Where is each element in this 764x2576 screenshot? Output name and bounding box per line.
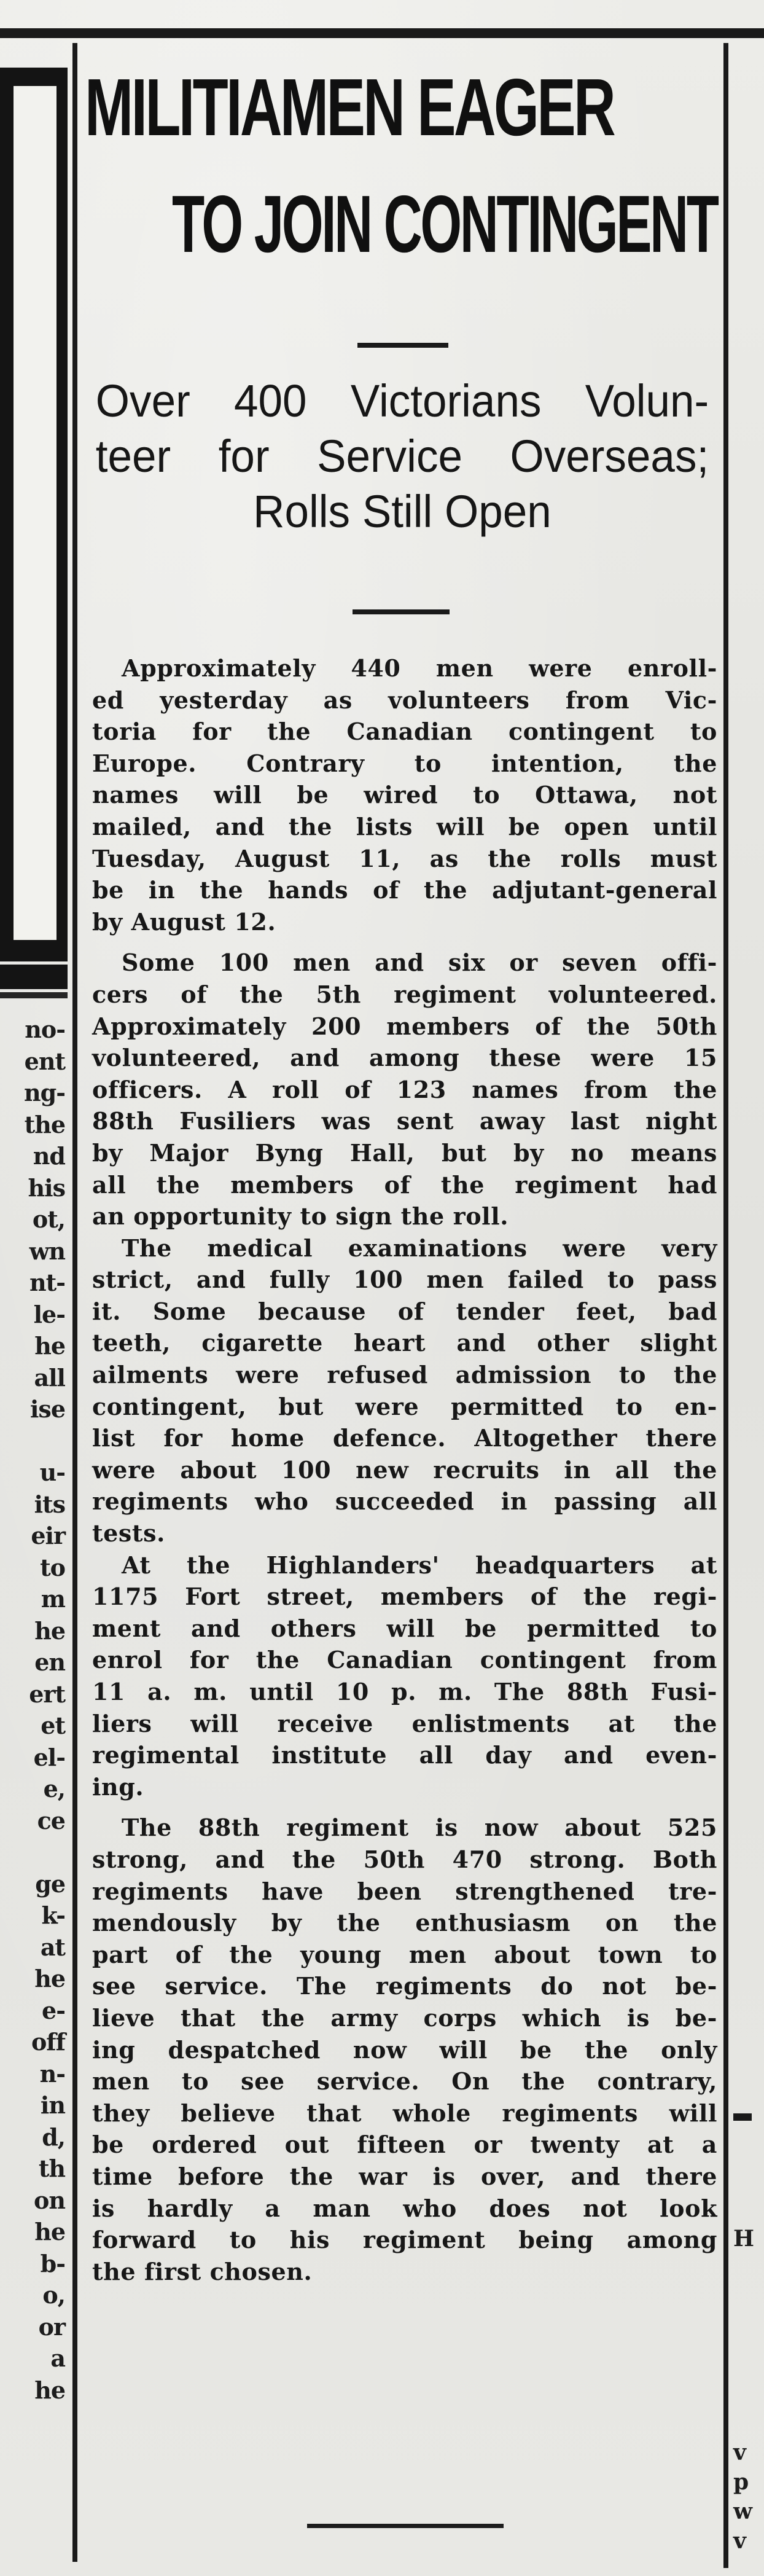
article-end-rule <box>307 2524 504 2528</box>
adjacent-ad-bottom-rule <box>0 992 68 998</box>
fragment-line: he <box>34 2376 65 2404</box>
subheadline-line: Over 400 Victorians Volun- <box>95 375 709 426</box>
paragraph-gap <box>92 1803 717 1812</box>
fragment-line: off <box>31 2028 65 2056</box>
fragment-line: n- <box>39 2059 65 2088</box>
article-line: officers. A roll of 123 names from the <box>92 1075 717 1103</box>
fragment-gap <box>0 1836 69 1868</box>
headline-line-1: MILITIAMEN EAGER <box>85 62 614 152</box>
headline-line-2: TO JOIN CONTINGENT <box>172 179 717 269</box>
article-line: part of the young men about town to <box>92 1940 717 1968</box>
article-line: enrol for the Canadian contingent from <box>92 1646 717 1674</box>
article-line: 1175 Fort street, members of the regi- <box>92 1583 717 1611</box>
article-line: men to see service. On the contrary, <box>92 2067 717 2096</box>
article-line: list for home defence. Altogether there <box>92 1424 717 1452</box>
fragment-line: b- <box>40 2249 65 2277</box>
right-column-fragments <box>731 2120 764 2574</box>
article-line: ing despatched now will be the only <box>92 2035 717 2064</box>
fragment-line: ert <box>29 1680 65 1708</box>
adjacent-ad-inner <box>14 86 57 940</box>
article-line: Approximately 200 members of the 50th <box>92 1012 717 1040</box>
paragraph-gap <box>92 938 717 947</box>
fragment-line: at <box>40 1933 65 1961</box>
fragment-line: nt- <box>29 1269 65 1296</box>
article-line: Tuesday, August 11, as the rolls must <box>92 844 717 872</box>
fragment-line: nd <box>33 1142 65 1170</box>
article-line: regimental institute all day and even- <box>92 1741 717 1769</box>
article-line: see service. The regiments do not be- <box>92 1972 717 2000</box>
fragment-line: the <box>24 1110 65 1138</box>
top-column-rule <box>0 28 764 38</box>
fragment-line: ent <box>24 1047 65 1075</box>
article-line: they believe that whole regiments will <box>92 2099 717 2127</box>
article-line: an opportunity to sign the roll. <box>92 1202 509 1231</box>
article-paragraph <box>92 947 717 1232</box>
article-line: strict, and fully 100 men failed to pass <box>92 1266 717 1294</box>
right-column-rule <box>723 43 728 2568</box>
fragment-line: e- <box>42 1996 65 2024</box>
fragment-line: all <box>34 1363 65 1392</box>
fragment-line: wn <box>29 1237 65 1265</box>
subheadline-line: Rolls Still Open <box>253 486 552 537</box>
fragment-line: his <box>28 1173 65 1202</box>
fragment-line: or <box>38 2312 65 2341</box>
left-column-fragments <box>0 1014 69 2519</box>
fragment-line: he <box>34 1332 65 1360</box>
article-line: ment and others will be permitted to <box>92 1614 717 1642</box>
fragment-line: th <box>38 2155 65 2182</box>
article-line: teeth, cigarette heart and other slight <box>92 1329 717 1357</box>
article-line: all the members of the regiment had <box>92 1170 717 1199</box>
article-line: lieve that the army corps which is be- <box>92 2003 717 2032</box>
fragment-line: its <box>34 1490 65 1518</box>
article-line: ed yesterday as volunteers from Vic- <box>92 686 717 714</box>
article-line: cers of the 5th regiment volunteered. <box>92 980 717 1008</box>
article-paragraph <box>92 1549 717 1803</box>
article-line: volunteered, and among these were 15 <box>92 1044 717 1072</box>
fragment-line: v <box>733 2440 746 2465</box>
fragment-line: ise <box>29 1395 65 1423</box>
article-line: time before the war is over, and there <box>92 2162 717 2190</box>
fragment-line: p <box>733 2469 749 2495</box>
fragment-line: he <box>34 1616 65 1645</box>
article-line: contingent, but were permitted to en- <box>92 1392 717 1420</box>
subheadline-divider <box>353 609 450 614</box>
article-line: it. Some because of tender feet, bad <box>92 1297 717 1325</box>
article-line: The medical examinations were very <box>122 1234 717 1262</box>
fragment-line: u- <box>39 1458 65 1486</box>
article-line: 11 a. m. until 10 p. m. The 88th Fusi- <box>92 1678 717 1705</box>
article-line: tests. <box>92 1519 165 1548</box>
article-line: regiments who succeeded in passing all <box>92 1487 717 1516</box>
article-line: ailments were refused admission to the <box>92 1361 717 1389</box>
article-line: Europe. Contrary to intention, the <box>92 749 717 777</box>
subheadline-line: teer for Service Overseas; <box>95 431 709 482</box>
article-paragraph <box>92 1232 717 1549</box>
article-line: Some 100 men and six or seven offi- <box>122 949 717 977</box>
article-paragraph <box>92 1812 717 2287</box>
article-line: Approximately 440 men were enroll- <box>122 654 717 682</box>
article-line: the first chosen. <box>92 2257 313 2285</box>
article-line: by August 12. <box>92 907 276 936</box>
headline-divider <box>357 343 448 348</box>
article-paragraph <box>92 652 717 938</box>
fragment-line: H <box>733 2226 755 2252</box>
article-body <box>92 652 717 2287</box>
fragment-line: m <box>41 1585 65 1613</box>
fragment-line: in <box>40 2091 65 2119</box>
fragment-line: el- <box>33 1743 65 1771</box>
article-line: liers will receive enlistments at the <box>92 1709 717 1737</box>
article-line: The 88th regiment is now about 525 <box>122 1814 717 1842</box>
fragment-line: w <box>733 2499 752 2524</box>
article-line: 88th Fusiliers was sent away last night <box>92 1107 717 1135</box>
right-column-dash <box>733 2113 752 2121</box>
fragment-line: on <box>34 2186 65 2214</box>
article-line: strong, and the 50th 470 strong. Both <box>92 1845 717 1873</box>
adjacent-ad-border <box>0 68 68 961</box>
fragment-line: he <box>34 1965 65 1992</box>
fragment-line: to <box>40 1553 65 1581</box>
fragment-line: eir <box>31 1522 65 1549</box>
fragment-line: le- <box>33 1300 65 1328</box>
left-column-rule <box>72 43 77 2562</box>
adjacent-ad-bottom-bar <box>0 965 68 989</box>
fragment-line: k- <box>41 1901 65 1929</box>
fragment-line: ng- <box>24 1079 65 1106</box>
fragment-line: ce <box>37 1806 65 1834</box>
article-line: mailed, and the lists will be open until <box>92 812 717 840</box>
fragment-line: o, <box>42 2281 65 2309</box>
subheadline <box>96 374 709 539</box>
fragment-line: he <box>34 2218 65 2245</box>
article-line: ing. <box>92 1772 144 1801</box>
fragment-line: ge <box>35 1869 65 1898</box>
article-line: is hardly a man who does not look <box>92 2194 717 2222</box>
fragment-line: en <box>34 1648 65 1676</box>
article-line: names will be wired to Ottawa, not <box>92 781 717 809</box>
fragment-line: v <box>733 2528 746 2554</box>
article-line: toria for the Canadian contingent to <box>92 718 717 746</box>
article-line: forward to his regiment being among <box>92 2226 717 2254</box>
article-line: were about 100 new recruits in all the <box>92 1455 717 1484</box>
article-line: be in the hands of the adjutant-general <box>92 876 717 904</box>
fragment-line: e, <box>43 1775 65 1803</box>
fragment-line: a <box>50 2344 65 2372</box>
fragment-gap <box>0 1425 69 1457</box>
article-line: At the Highlanders' headquarters at <box>122 1551 717 1579</box>
fragment-line: et <box>41 1712 65 1739</box>
fragment-line: d, <box>42 2123 65 2151</box>
article-line: by Major Byng Hall, but by no means <box>92 1138 717 1167</box>
article-line: mendously by the enthusiasm on the <box>92 1909 717 1937</box>
article-line: regiments have been strengthened tre- <box>92 1877 717 1905</box>
fragment-line: ot, <box>32 1205 65 1233</box>
fragment-line: no- <box>25 1016 65 1043</box>
article-line: be ordered out fifteen or twenty at a <box>92 2131 717 2159</box>
